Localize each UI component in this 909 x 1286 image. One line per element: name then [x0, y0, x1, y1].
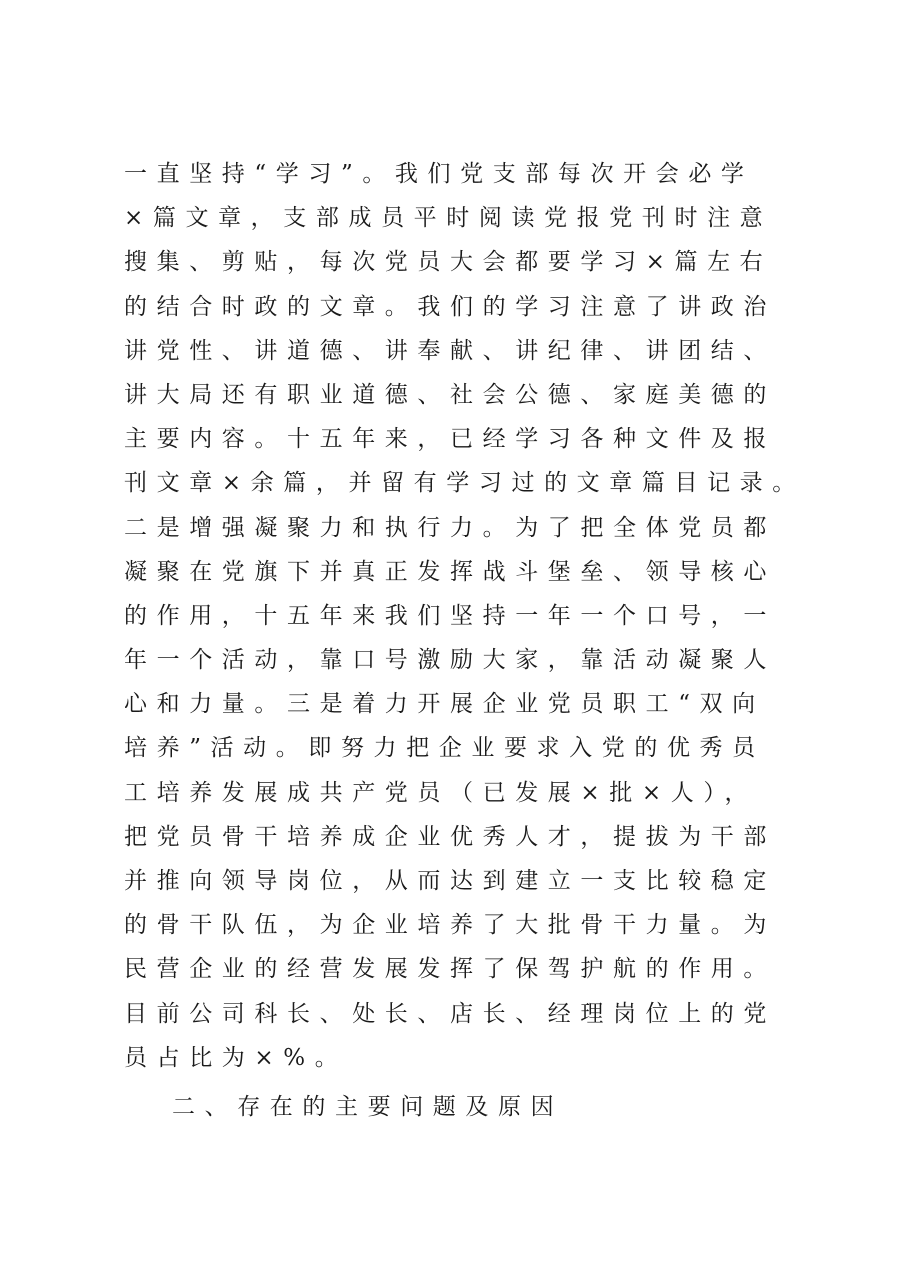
text-line: 并推向领导岗位，从而达到建立一支比较稳定: [124, 868, 776, 894]
text-line: 目前公司科长、处长、店长、经理岗位上的党: [124, 1000, 776, 1027]
text-line: 工培养发展成共产党员（已发展×批×人），: [124, 779, 758, 806]
text-line: 员占比为×%。: [124, 1044, 348, 1071]
text-line: 的作用，十五年来我们坚持一年一个口号，一: [124, 602, 776, 629]
text-line: 把党员骨干培养成企业优秀人才，提拔为干部: [124, 823, 776, 850]
text-line: 年一个活动，靠口号激励大家，靠活动凝聚人: [124, 647, 776, 674]
text-line: ×篇文章，支部成员平时阅读党报党刊时注意: [124, 205, 773, 232]
text-line: 主要内容。十五年来，已经学习各种文件及报: [124, 426, 776, 453]
text-line: 二是增强凝聚力和执行力。为了把全体党员都: [124, 514, 776, 541]
text-line: 培养”活动。即努力把企业要求入党的优秀员: [124, 735, 765, 762]
text-line: 的骨干队伍，为企业培养了大批骨干力量。为: [124, 912, 776, 939]
text-line: 民营企业的经营发展发挥了保驾护航的作用。: [124, 956, 776, 983]
text-line: 搜集、剪贴，每次党员大会都要学习×篇左右: [124, 249, 773, 276]
text-line: 心和力量。三是着力开展企业党员职工“双向: [124, 691, 765, 718]
body-paragraph: [124, 152, 814, 1080]
text-line: 的结合时政的文章。我们的学习注意了讲政治: [124, 293, 776, 320]
text-line: 刊文章×余篇，并留有学习过的文章篇目记录。: [124, 470, 805, 497]
text-line: 凝聚在党旗下并真正发挥战斗堡垒、领导核心: [124, 558, 776, 585]
text-line: 一直坚持“学习”。我们党支部每次开会必学: [124, 161, 754, 187]
section-heading: 二、存在的主要问题及原因: [172, 1094, 564, 1120]
text-line: 讲大局还有职业道德、社会公德、家庭美德的: [124, 381, 776, 408]
text-line: 讲党性、讲道德、讲奉献、讲纪律、讲团结、: [124, 337, 776, 364]
